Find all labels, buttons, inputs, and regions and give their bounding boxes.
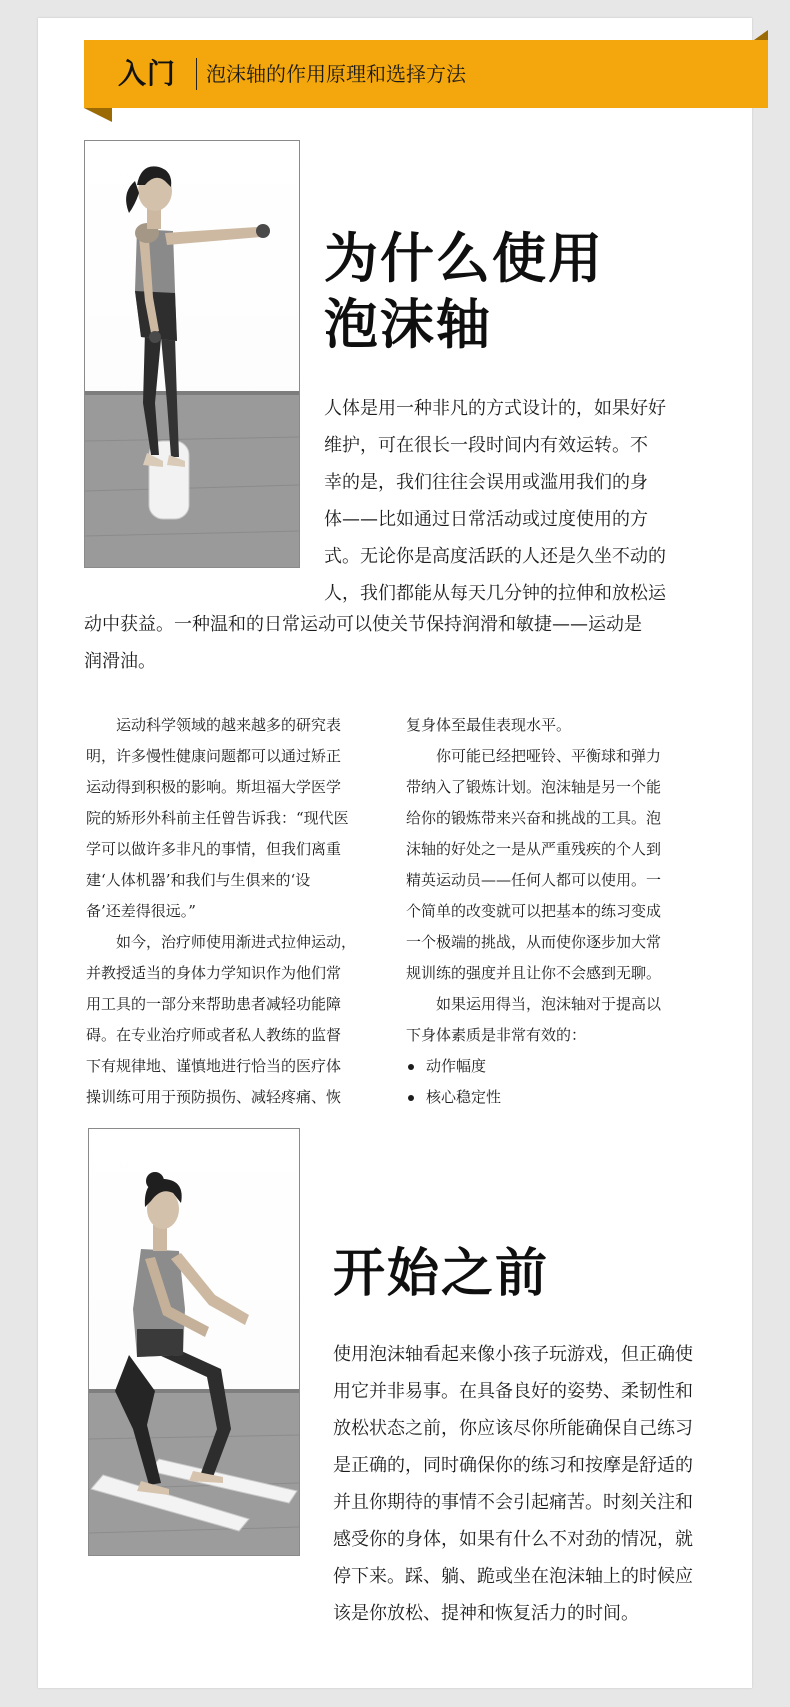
intro-line: 体——比如通过日常活动或过度使用的方 (324, 509, 648, 530)
body-line: 个简单的改变就可以把基本的练习变成 (406, 902, 662, 920)
body-line: 明，许多慢性健康问题都可以通过矫正 (86, 747, 342, 765)
dumbbell-icon (256, 224, 270, 238)
intro-line: 停下来。踩、躺、跪或坐在泡沫轴上的时候应 (333, 1566, 693, 1587)
body-line: 建‘人体机器’和我们与生俱来的‘设 (86, 871, 311, 889)
intro-line: 式。无论你是高度活跃的人还是久坐不动的 (324, 546, 666, 567)
intro-line: 感受你的身体，如果有什么不对劲的情况，就 (333, 1529, 693, 1550)
section-label: 入门 (118, 57, 177, 90)
body-column-left (86, 710, 382, 1113)
chapter-subtitle: 泡沫轴的作用原理和选择方法 (206, 62, 466, 86)
body-line: 学可以做许多非凡的事情，但我们离重 (86, 840, 342, 858)
body-line: 用工具的一部分来帮助患者减轻功能障 (86, 995, 342, 1013)
bullet-icon (408, 1095, 414, 1101)
body-line: 下身体素质是非常有效的： (406, 1026, 587, 1044)
banner-fold-right (754, 30, 768, 40)
list-item (406, 1082, 702, 1113)
body-line: 精英运动员——任何人都可以使用。一 (406, 871, 662, 889)
body-line: 运动科学领域的越来越多的研究表 (116, 716, 342, 734)
section-1-title-line-1: 为什么使用 (324, 227, 604, 290)
intro-line: 人体是用一种非凡的方式设计的，如果好好 (324, 398, 666, 419)
body-line: 规训练的强度并且让你不会感到无聊。 (406, 964, 662, 982)
floor-edge (85, 391, 300, 395)
body-line: 一个极端的挑战，从而使你逐步加大常 (406, 933, 662, 951)
intro-line: 使用泡沫轴看起来像小孩子玩游戏，但正确使 (333, 1344, 693, 1365)
section-2-intro (333, 1336, 713, 1632)
intro-line: 放松状态之前，你应该尽你所能确保自己练习 (333, 1418, 693, 1439)
intro-line: 人，我们都能从每天几分钟的拉伸和放松运 (324, 583, 666, 604)
body-line: 备’还差得很远。” (86, 902, 196, 920)
list-item-label: 核心稳定性 (426, 1088, 502, 1106)
body-line: 运动得到积极的影响。斯坦福大学医学 (86, 778, 342, 796)
body-line: 给你的锻炼带来兴奋和挑战的工具。泡 (406, 809, 662, 827)
list-item-label: 动作幅度 (426, 1057, 487, 1075)
wood-floor (85, 391, 300, 568)
list-item (406, 1051, 702, 1082)
body-line: 你可能已经把哑铃、平衡球和弹力 (436, 747, 662, 765)
body-line: 沫轴的好处之一是从严重残疾的个人到 (406, 840, 662, 858)
body-column-right (406, 710, 702, 1113)
body-line: 复身体至最佳表现水平。 (406, 716, 572, 734)
body-line: 如果运用得当，泡沫轴对于提高以 (436, 995, 662, 1013)
intro-line: 该是你放松、提神和恢复活力的时间。 (333, 1603, 639, 1624)
body-line: 如今，治疗师使用渐进式拉伸运动， (116, 933, 357, 951)
section-1-title-line-2: 泡沫轴 (324, 293, 492, 356)
squatting-figure-illustration (89, 1129, 300, 1556)
body-line: 操训练可用于预防损伤、减轻疼痛、恢 (86, 1088, 342, 1106)
banner-divider (196, 58, 197, 90)
intro-line: 用它并非易事。在具备良好的姿势、柔韧性和 (333, 1381, 693, 1402)
section-1-intro-continued (84, 606, 704, 680)
intro-line: 润滑油。 (84, 651, 156, 672)
section-1-intro (324, 390, 724, 612)
body-line: 下有规律地、谨慎地进行恰当的医疗体 (86, 1057, 342, 1075)
body-line: 并教授适当的身体力学知识作为他们常 (86, 964, 342, 982)
intro-line: 维护，可在很长一段时间内有效运转。不 (324, 435, 648, 456)
intro-line: 幸的是，我们往往会误用或滥用我们的身 (324, 472, 648, 493)
section-1-title (324, 226, 704, 358)
standing-figure-illustration (85, 141, 300, 568)
body-line: 带纳入了锻炼计划。泡沫轴是另一个能 (406, 778, 662, 796)
intro-line: 是正确的，同时确保你的练习和按摩是舒适的 (333, 1455, 693, 1476)
body-line: 碍。在专业治疗师或者私人教练的监督 (86, 1026, 342, 1044)
bullet-icon (408, 1064, 414, 1070)
intro-line: 并且你期待的事情不会引起痛苦。时刻关注和 (333, 1492, 693, 1513)
photo-squat-on-foam-rollers (88, 1128, 300, 1556)
body-line: 院的矫形外科前主任曾告诉我：“现代医 (86, 809, 349, 827)
section-2-title: 开始之前 (333, 1244, 550, 1304)
photo-standing-on-foam-roller (84, 140, 300, 568)
intro-line: 动中获益。一种温和的日常运动可以使关节保持润滑和敏捷——运动是 (84, 614, 642, 635)
banner-fold-left (84, 108, 112, 122)
benefit-list (406, 1051, 702, 1113)
